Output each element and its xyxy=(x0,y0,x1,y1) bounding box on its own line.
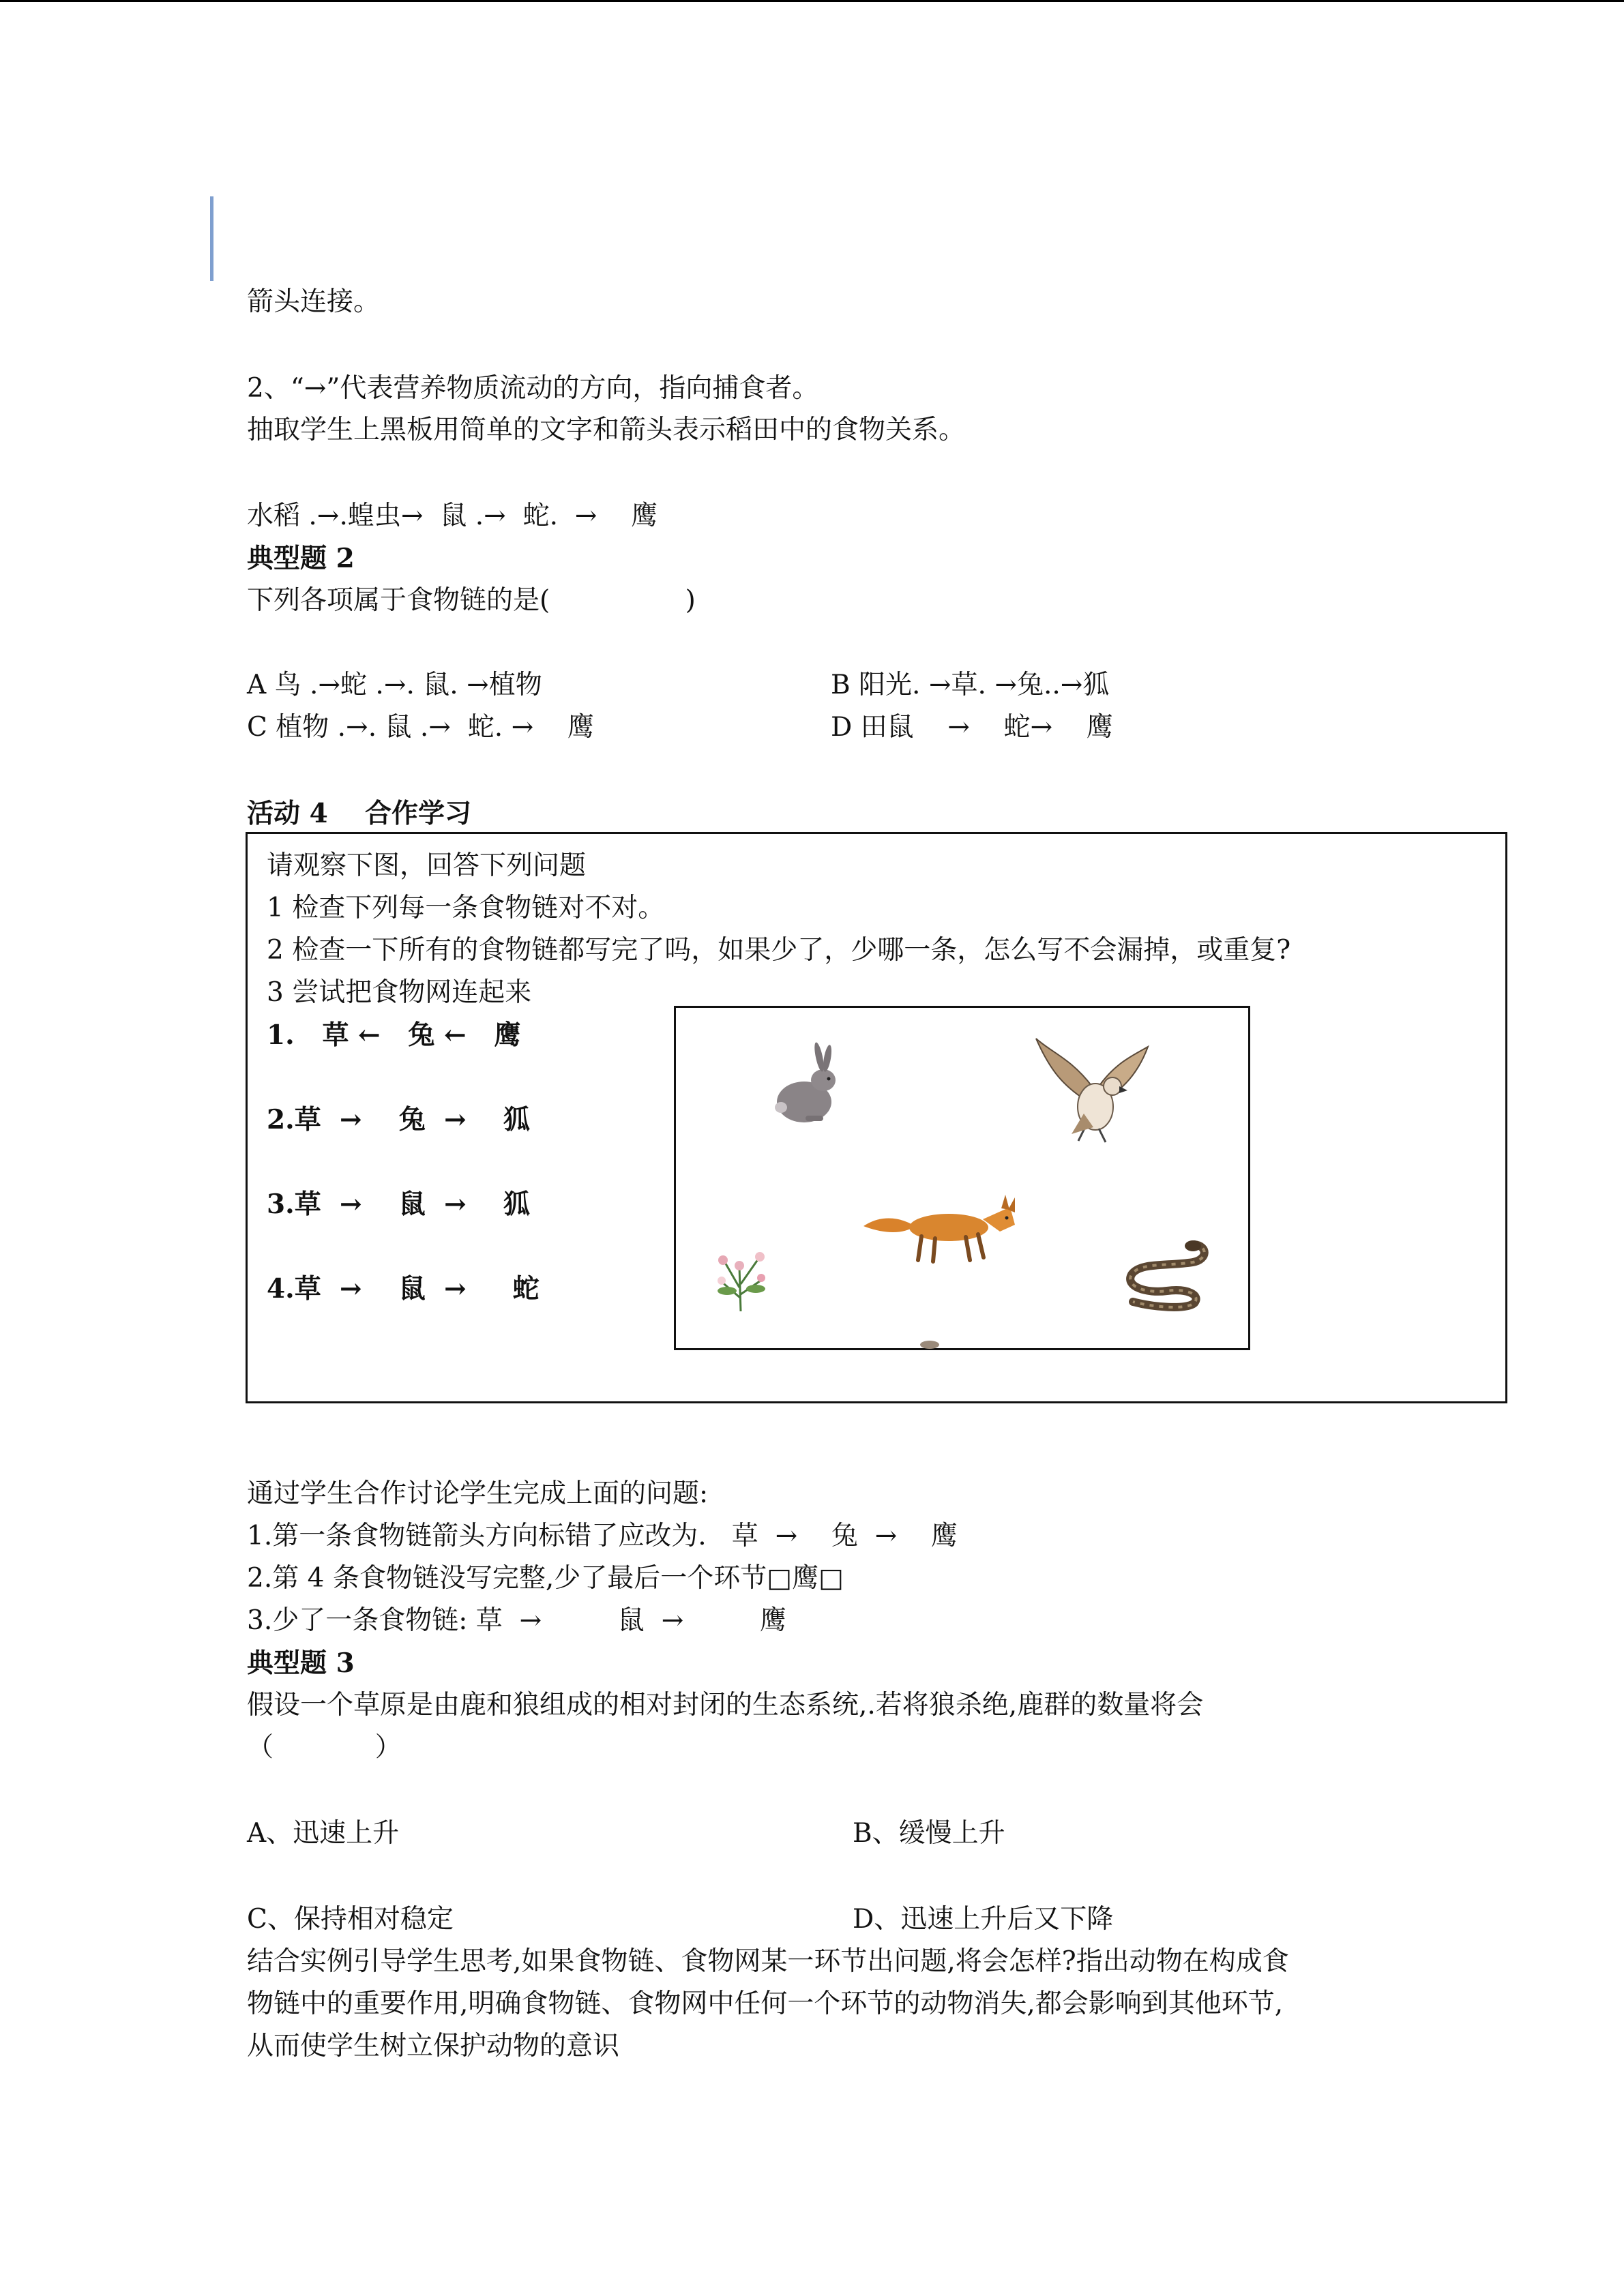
option-a: A 鸟 .→蛇 .→. 鼠. →植物 xyxy=(247,670,542,700)
answer-blank: （ ） xyxy=(247,1732,402,1763)
box-text: 1 检查下列每一条食物链对不对。 xyxy=(267,893,665,923)
text-line: 通过学生合作讨论学生完成上面的问题: xyxy=(247,1478,709,1509)
text-line: 从而使学生树立保护动物的意识 xyxy=(247,2031,620,2061)
option-b: B、缓慢上升 xyxy=(853,1818,1005,1849)
mouse-icon xyxy=(915,1335,942,1349)
text-line: 3.少了一条食物链: 草 → 鼠 → 鹰 xyxy=(247,1605,786,1636)
food-chain-item: 4.草 → 鼠 → 蛇 xyxy=(267,1273,540,1304)
option-c: C、保持相对稳定 xyxy=(247,1904,454,1935)
text-line: 抽取学生上黑板用简单的文字和箭头表示稻田中的食物关系。 xyxy=(247,415,966,445)
food-chain-item: 3.草 → 鼠 → 狐 xyxy=(267,1189,531,1220)
text-line: 1.第一条食物链箭头方向标错了应改为. 草 → 兔 → 鹰 xyxy=(247,1521,958,1551)
page-top-border xyxy=(0,0,1624,2)
text-line: 2、“→”代表营养物质流动的方向，指向捕食者。 xyxy=(247,373,819,404)
box-text: 2 检查一下所有的食物链都写完了吗，如果少了，少哪一条，怎么写不会漏掉，或重复? xyxy=(267,935,1291,966)
activity-box xyxy=(246,832,1507,1403)
question-text: 假设一个草原是由鹿和狼组成的相对封闭的生态系统,.若将狼杀绝,鹿群的数量将会 xyxy=(247,1690,1204,1720)
text-cursor-marker xyxy=(210,196,213,281)
box-text: 请观察下图，回答下列问题 xyxy=(267,850,587,881)
section-heading: 典型题 3 xyxy=(247,1648,355,1679)
food-chain-line: 水稻 .→.蝗虫→ 鼠 .→ 蛇. → 鹰 xyxy=(247,501,658,531)
text-line: 物链中的重要作用,明确食物链、食物网中任何一个环节的动物消失,都会影响到其他环节, xyxy=(247,1988,1284,2019)
food-web-image xyxy=(674,1006,1250,1350)
option-d: D、迅速上升后又下降 xyxy=(853,1904,1114,1935)
option-a: A、迅速上升 xyxy=(247,1818,400,1849)
plant-icon xyxy=(707,1233,775,1315)
rabbit-icon xyxy=(765,1042,846,1131)
food-chain-item: 2.草 → 兔 → 狐 xyxy=(267,1104,531,1135)
food-chain-item: 1. 草 ← 兔 ← 鹰 xyxy=(267,1019,521,1051)
option-d: D 田鼠 → 蛇→ 鹰 xyxy=(831,712,1113,743)
option-b: B 阳光. →草. →兔..→狐 xyxy=(831,670,1110,700)
option-c: C 植物 .→. 鼠 .→ 蛇. → 鹰 xyxy=(247,712,594,743)
box-text: 3 尝试把食物网连起来 xyxy=(267,977,532,1008)
section-heading: 活动 4 合作学习 xyxy=(247,798,472,829)
question-text: 下列各项属于食物链的是( ) xyxy=(247,585,696,616)
text-line: 2.第 4 条食物链没写完整,少了最后一个环节□鹰□ xyxy=(247,1563,844,1594)
eagle-icon xyxy=(1031,1032,1153,1148)
snake-icon xyxy=(1112,1236,1215,1311)
text-line: 箭头连接。 xyxy=(247,286,381,317)
fox-icon xyxy=(857,1192,1024,1267)
section-heading: 典型题 2 xyxy=(247,543,355,574)
text-line: 结合实例引导学生思考,如果食物链、食物网某一环节出问题,将会怎样?指出动物在构成食 xyxy=(247,1946,1289,1977)
